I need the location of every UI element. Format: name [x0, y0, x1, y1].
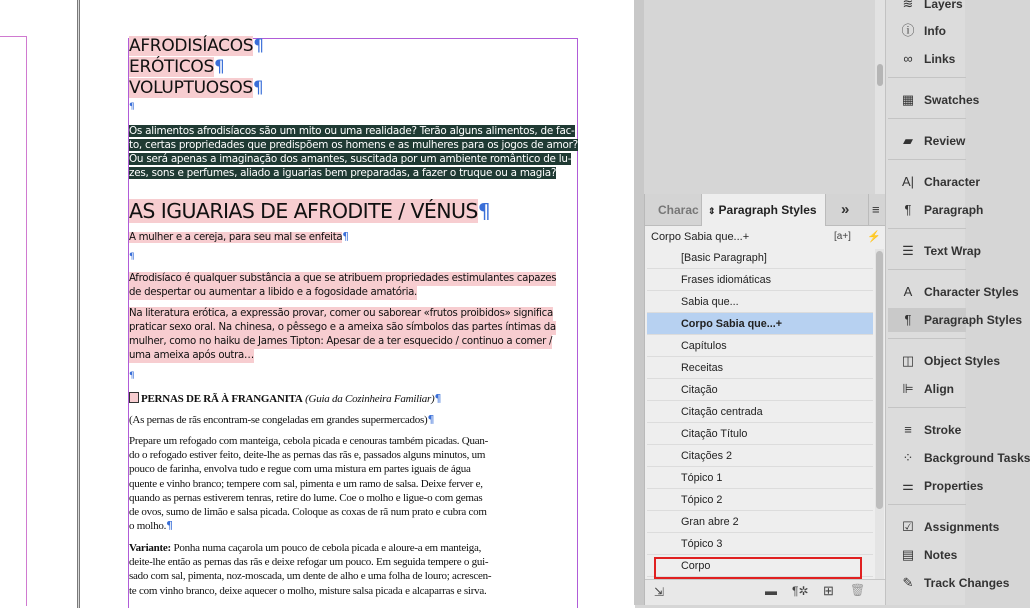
paragraph-styles-icon: ¶ — [904, 312, 912, 327]
create-override-style-icon[interactable]: [a+] — [834, 231, 851, 242]
style-item[interactable]: Tópico 3 — [647, 533, 873, 555]
panel-notes[interactable]: ▤ Notes — [901, 547, 958, 562]
style-item[interactable]: Citação — [647, 379, 873, 401]
anchored-object-icon[interactable] — [129, 392, 139, 403]
panel-assignments[interactable]: ☑ Assignments — [888, 515, 966, 539]
scrollbar-thumb[interactable] — [877, 64, 883, 86]
style-item[interactable]: Citação Título — [647, 423, 873, 445]
panel-review[interactable]: ▰ Review — [888, 129, 966, 153]
recipe-note: (As pernas de rãs encontram-se congeladas em grandes supermercados) ¶ — [129, 413, 435, 426]
empty-paragraph-mark-2: ¶ — [129, 252, 135, 262]
background-tasks-icon: ⁘ — [902, 450, 914, 465]
panel-bottom-toolbar — [645, 579, 886, 605]
style-item[interactable]: Tópico 2 — [647, 489, 873, 511]
style-item-selected[interactable]: Corpo Sabia que...+ — [647, 313, 873, 335]
recipe-title: PERNAS DE RÃ À FRANGANITA (Guia da Cozinheira Familiar) ¶ — [129, 392, 579, 406]
paragraph-styles-panel — [644, 194, 885, 605]
character-icon: A| — [901, 174, 915, 189]
tab-character-styles[interactable]: Charac — [658, 203, 699, 217]
layers-icon: ≋ — [902, 0, 914, 11]
panel-tabs — [645, 194, 885, 226]
style-item[interactable]: [Basic Paragraph] — [647, 247, 873, 269]
links-icon: ∞ — [903, 51, 913, 66]
load-styles-icon[interactable]: ⇲ — [654, 585, 665, 599]
panel-paragraph[interactable]: ¶ Paragraph — [888, 198, 966, 222]
panel-character[interactable]: A| Character — [901, 174, 981, 189]
swatches-icon: ▦ — [901, 92, 915, 107]
trash-icon[interactable]: 🗑 — [850, 583, 866, 597]
collapsed-panel-dock — [885, 0, 1030, 605]
new-style-icon[interactable]: ⊞ — [823, 583, 834, 598]
highlight-annotation-box — [654, 557, 862, 579]
panel-overflow-icon[interactable]: » — [841, 201, 850, 218]
pilcrow-clear-icon[interactable]: ¶✲ — [792, 584, 809, 598]
title-line-3: VOLUPTUOSOS ¶ — [129, 78, 264, 98]
panel-menu-icon[interactable]: ≡ — [868, 194, 884, 226]
character-styles-icon: A — [903, 284, 913, 299]
panel-stroke[interactable]: ≡ Stroke — [888, 418, 966, 442]
style-item[interactable]: Receitas — [647, 357, 873, 379]
panel-info[interactable]: ⓘ Info — [901, 23, 946, 38]
stroke-icon: ≡ — [904, 422, 912, 437]
style-item[interactable]: Gran abre 2 — [647, 511, 873, 533]
panel-text-wrap[interactable]: ☰ Text Wrap — [888, 239, 966, 263]
section-subheading: A mulher e a cereja, para seu mal se enfeita ¶ — [129, 232, 349, 243]
notes-icon: ▤ — [901, 547, 915, 562]
intro-paragraph-selected[interactable]: Os alimentos afrodisíacos são um mito ou uma realidade? Terão alguns alimentos, de fac- to, certas propriedades que predispõem os homens e as mulheres para os jogos de amor? Ou será apenas a imaginação dos amantes, suscitada por um ambiente romântico de lu- zes, sons e perfumes, aliado a iguarias bem preparadas, a fazer o truque ou a magia? — [129, 125, 578, 179]
scrollbar-thumb[interactable] — [876, 251, 883, 509]
left-page — [0, 0, 78, 608]
tab-paragraph-styles[interactable]: ⇕ Paragraph Styles — [701, 194, 826, 226]
object-styles-icon: ◫ — [901, 353, 915, 368]
canvas-gutter — [634, 0, 644, 605]
panel-background-tasks[interactable]: ⁘ Background Tasks — [888, 446, 966, 470]
properties-icon: ⚌ — [902, 478, 914, 493]
current-style-row — [645, 226, 885, 248]
style-item[interactable]: Sabia que... — [647, 291, 873, 313]
empty-paragraph-mark: ¶ — [129, 102, 135, 112]
panel-align[interactable]: ⊫ Align — [888, 377, 966, 401]
info-icon: ⓘ — [901, 23, 915, 38]
style-item[interactable]: Frases idiomáticas — [647, 269, 873, 291]
empty-paragraph-mark-3: ¶ — [129, 371, 135, 381]
paragraph-style-list — [645, 247, 875, 580]
recipe-variant: Variante: Ponha numa caçarola um pouco de cebola picada e aloure-a em manteiga, deite-lhe então as pernas das rãs e deixe refogar um pouco. Em seguida tempere o gui- sado com sal, pimenta, noz-moscada, um dente de alho e uma folha de louro; acrescen- te com vinho branco, deixe aquecer o molho, misture salsa picada e alcaparras e sirva. — [129, 542, 492, 597]
paragraph-literatura: Na literatura erótica, a expressão provar, comer ou saborear «frutos proibidos» significa praticar sexo oral. Na chinesa, o pêssego e a ameixa são símbolos das partes íntimas da mulher, como no haiku de James Tipton: Apesar de a ter esquecido / continuo a comer / uma ameixa após outra… — [129, 308, 556, 361]
paragraph-icon: ¶ — [904, 202, 912, 217]
panel-object-styles[interactable]: ◫ Object Styles — [901, 353, 1001, 368]
review-icon: ▰ — [903, 133, 913, 148]
style-item[interactable]: Tópico 1 — [647, 467, 873, 489]
text-wrap-icon: ☰ — [902, 243, 914, 258]
tab-sort-icon: ⇕ — [708, 206, 716, 216]
section-heading: AS IGUARIAS DE AFRODITE / VÉNUS ¶ — [129, 199, 491, 223]
current-style-label: Corpo Sabia que...+ — [651, 231, 750, 243]
panel-dock-scrollbar[interactable] — [875, 0, 885, 194]
panel-links[interactable]: ∞ Links — [888, 47, 966, 71]
panel-character-styles[interactable]: A Character Styles — [888, 280, 966, 304]
panel-properties[interactable]: ⚌ Properties — [888, 474, 966, 498]
style-item[interactable]: Citação centrada — [647, 401, 873, 423]
assignments-icon: ☑ — [902, 519, 914, 534]
title-line-2: ERÓTICOS ¶ — [129, 57, 225, 77]
quick-apply-icon[interactable]: ⚡ — [867, 231, 881, 243]
panel-track-changes[interactable]: ✎ Track Changes — [888, 571, 966, 595]
document-page[interactable] — [79, 0, 635, 608]
paragraph-afrodisiaco: Afrodisíaco é qualquer substância a que se atribuem propriedades estimulantes capazes de despertar ou aumentar a libido e a fogosidade amatória. — [129, 273, 557, 298]
title-line-1: AFRODISÍACOS ¶ — [129, 36, 264, 56]
align-icon: ⊫ — [902, 381, 914, 396]
style-item[interactable]: Citações 2 — [647, 445, 873, 467]
panel-layers[interactable]: ≋ Layers — [888, 0, 966, 16]
style-item[interactable]: Capítulos — [647, 335, 873, 357]
folder-icon[interactable]: ▬ — [765, 584, 777, 598]
style-list-scrollbar[interactable] — [875, 249, 884, 581]
style-item-corpo[interactable]: Corpo — [647, 555, 873, 577]
panel-swatches[interactable]: ▦ Swatches — [901, 92, 980, 107]
track-changes-icon: ✎ — [902, 575, 914, 590]
panel-paragraph-styles[interactable]: ¶ Paragraph Styles — [888, 308, 966, 332]
recipe-body: Prepare um refogado com manteiga, cebola picada e cenouras também picadas. Quan- do o refogado estiver feito, deite-lhe as pernas das rãs e, passados alguns minutos, um pouco de farinha, envolva tudo e regue com uma mistura em partes iguais de água quente e vinho branco; tempere com sal, pimenta e um ramo de salsa. Deixe ferver e, quando as pernas estiverem tenras, retire do lume. Coe o molho e ligue-o com gemas de ovos, sumo de limão e salsa picada. Coloque as coxas de rã num prato e cubra com o molho. ¶ — [129, 435, 489, 533]
